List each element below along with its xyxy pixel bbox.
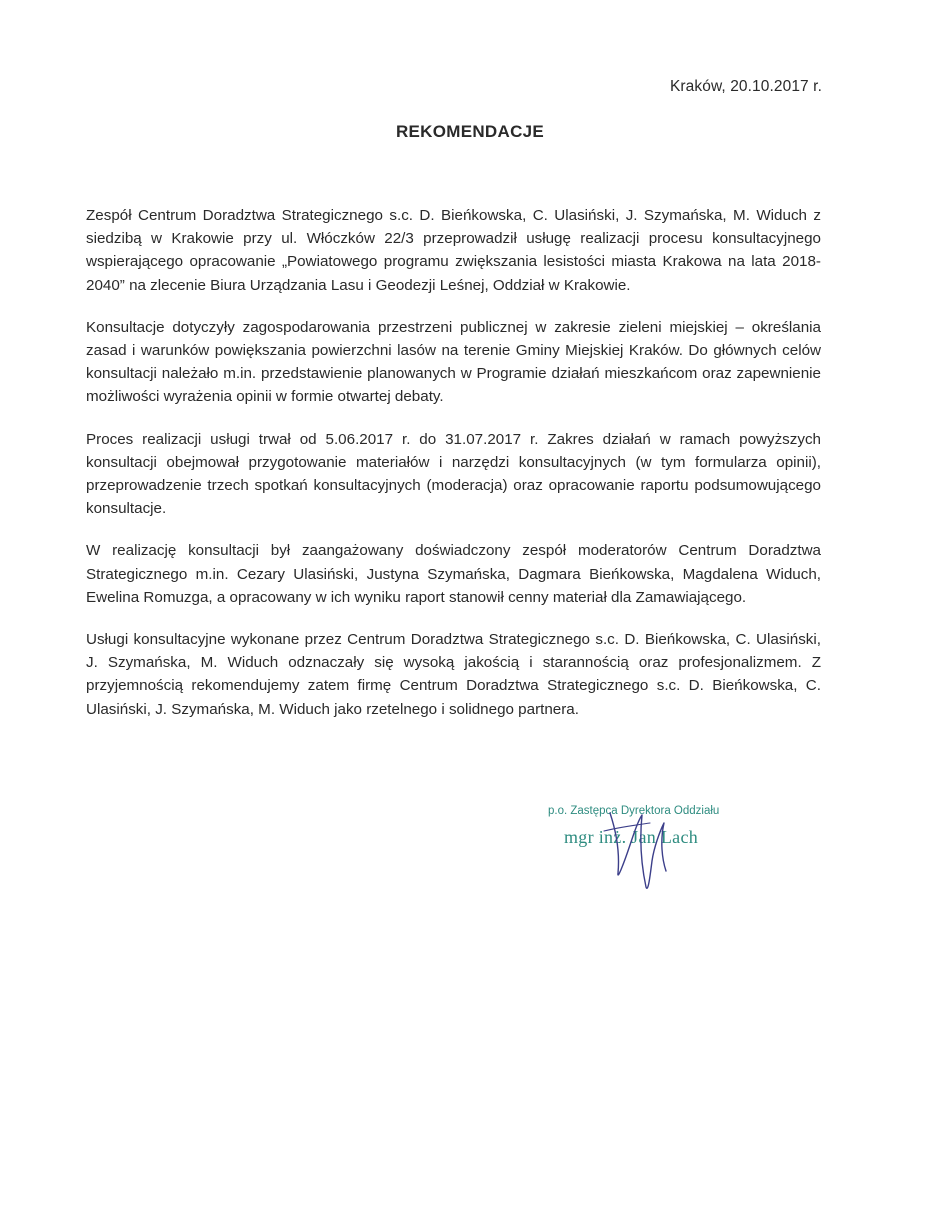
document-title: REKOMENDACJE: [395, 122, 545, 141]
signature-stamp-name: mgr inż. Jan Lach: [564, 827, 699, 847]
paragraph-recommendation: Usługi konsultacyjne wykonane przez Centrum Doradztwa Strategicznego s.c. D. Bieńkowska, C. Ulasiński, J. Szymańska, M. Widuch odznaczały się wysoką jakością i starannością oraz profesjonalizmem. Z przyjemnością rekomendujemy zatem firmę Centrum Doradztwa Strategicznego s.c. D. Bieńkowska, C. Ulasiński, J. Szymańska, M. Widuch jako rzetelnego i solidnego partnera.: [86, 631, 821, 718]
handwritten-signature-icon: [590, 801, 700, 901]
document-body: [86, 204, 821, 740]
paragraph-scope: Konsultacje dotyczyły zagospodarowania przestrzeni publicznej w zakresie zieleni miejskiej – określania zasad i warunków powiększania powierzchni lasów na terenie Gminy Miejskiej Kraków. Do głównych celów konsultacji należało m.in. przedstawienie planowanych w Programie działań mieszkańcom oraz zapewnienie możliwości wyrażenia opinii w formie otwartej debaty.: [86, 318, 821, 406]
paragraph-team: W realizację konsultacji był zaangażowany doświadczony zespół moderatorów Centrum Doradztwa Strategicznego m.in. Cezary Ulasiński, Justyna Szymańska, Dagmara Bieńkowska, Magdalena Widuch, Ewelina Romuzga, a opracowany w ich wyniku raport stanowił cenny materiał dla Zamawiającego.: [86, 542, 821, 606]
document-date: Kraków, 20.10.2017 r.: [669, 78, 822, 95]
signature-block: [540, 805, 780, 905]
paragraph-intro: Zespół Centrum Doradztwa Strategicznego s.c. D. Bieńkowska, C. Ulasiński, J. Szymańska, M. Widuch z siedzibą w Krakowie przy ul. Włóczków 22/3 przeprowadził usługę realizacji procesu konsultacyjnego wspierającego opracowanie „Powiatowego programu zwiększania lesistości miasta Krakowa na lata 2018-2040” na zlecenie Biura Urządzania Lasu i Geodezji Leśnej, Oddział w Krakowie.: [86, 207, 821, 294]
signature-role: p.o. Zastępca Dyrektora Oddziału: [548, 805, 720, 817]
paragraph-process: Proces realizacji usługi trwał od 5.06.2017 r. do 31.07.2017 r. Zakres działań w ramach powyższych konsultacji obejmował przygotowanie materiałów i narzędzi konsultacyjnych (w tym formularza opinii), przeprowadzenie trzech spotkań konsultacyjnych (moderacja) oraz opracowanie raportu podsumowującego konsultacje.: [86, 430, 821, 518]
